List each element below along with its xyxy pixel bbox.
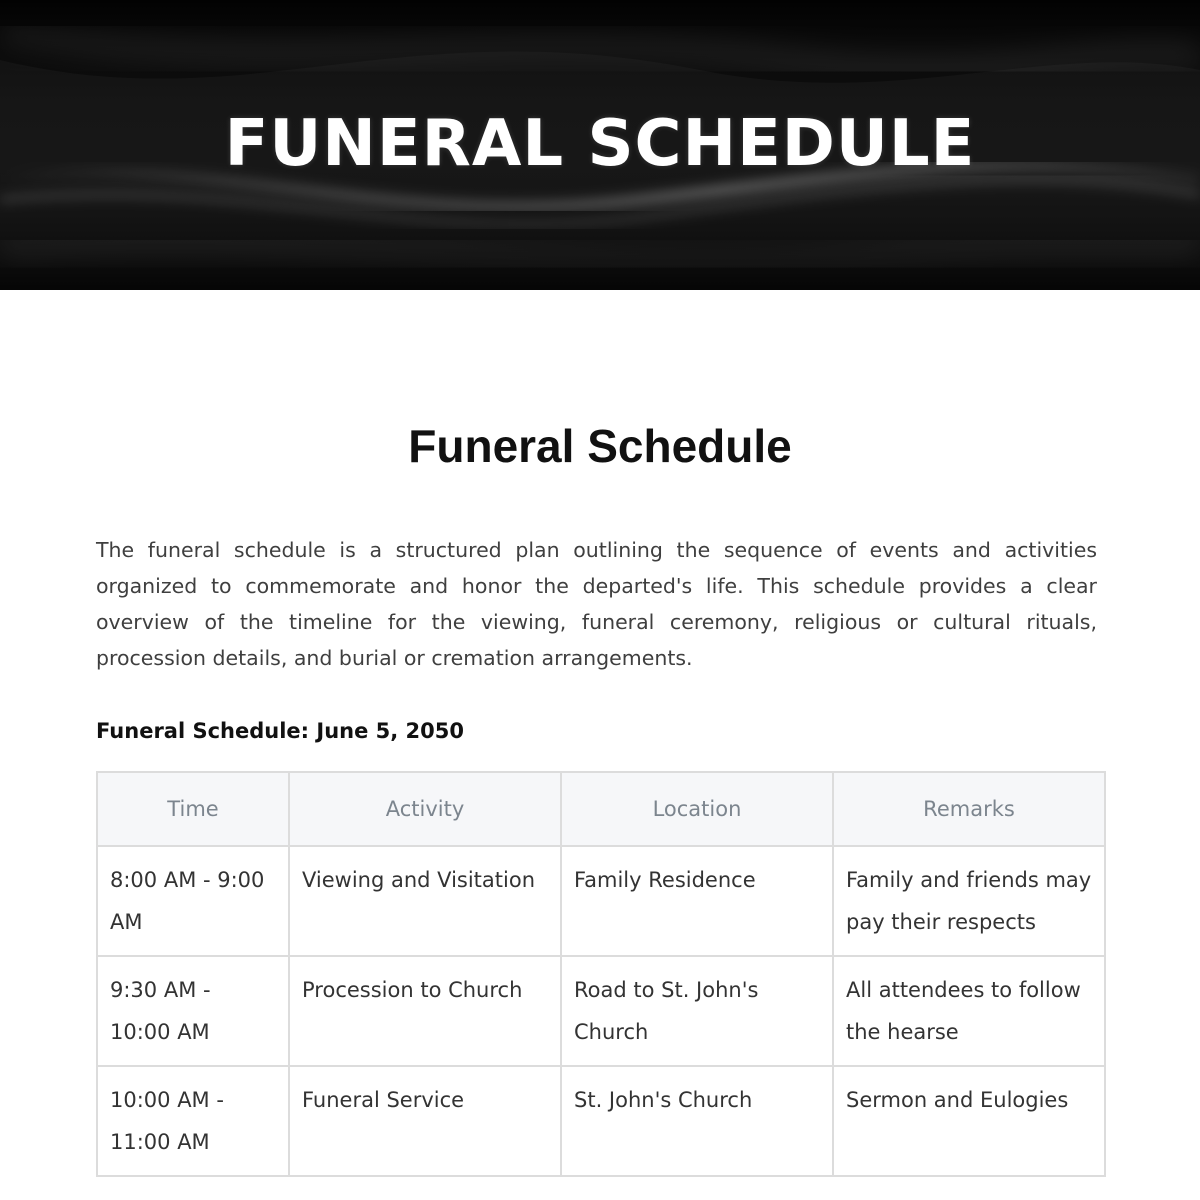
table-row (97, 1066, 1105, 1176)
column-header-activity: Activity (289, 772, 561, 846)
cell-activity: Funeral Service (289, 1066, 561, 1176)
cell-time: 9:30 AM - 10:00 AM (97, 956, 289, 1066)
document-title: Funeral Schedule (408, 420, 792, 472)
column-header-location: Location (561, 772, 833, 846)
intro-paragraph: The funeral schedule is a structured plan outlining the sequence of events and activities organized to commemorate and honor the departed's life. This schedule provides a clear overview of the timeline for the viewing, funeral ceremony, religious or cultural rituals, procession details, and burial or cremation arrangements. (96, 538, 1097, 670)
cell-activity: Viewing and Visitation (289, 846, 561, 956)
schedule-table (96, 771, 1106, 1177)
table-row (97, 846, 1105, 956)
cell-time: 8:00 AM - 9:00 AM (97, 846, 289, 956)
table-header-row (97, 772, 1105, 846)
column-header-remarks: Remarks (833, 772, 1105, 846)
schedule-date-heading: Funeral Schedule: June 5, 2050 (96, 719, 464, 743)
cell-remarks: All attendees to follow the hearse (833, 956, 1105, 1066)
cell-time: 10:00 AM - 11:00 AM (97, 1066, 289, 1176)
column-header-time: Time (97, 772, 289, 846)
table-row (97, 956, 1105, 1066)
cell-location: Family Residence (561, 846, 833, 956)
banner-title: FUNERAL SCHEDULE (224, 107, 976, 181)
cell-location: St. John's Church (561, 1066, 833, 1176)
header-banner (0, 0, 1200, 290)
cell-remarks: Sermon and Eulogies (833, 1066, 1105, 1176)
cell-remarks: Family and friends may pay their respects (833, 846, 1105, 956)
cell-activity: Procession to Church (289, 956, 561, 1066)
cell-location: Road to St. John's Church (561, 956, 833, 1066)
